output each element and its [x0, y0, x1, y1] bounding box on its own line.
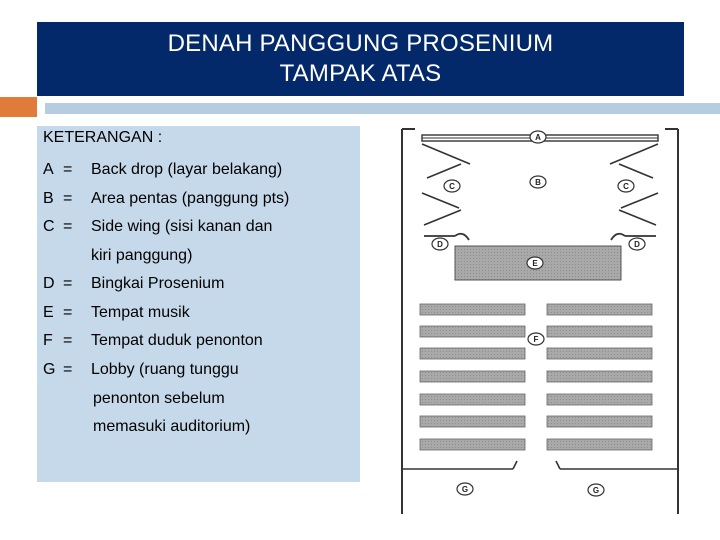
label-c-left: C: [449, 182, 455, 191]
seat-row: [547, 394, 652, 405]
label-b-marker: [530, 176, 546, 188]
label-e-marker: [527, 257, 543, 269]
legend-equals: =: [63, 218, 73, 235]
legend-panel: [37, 126, 360, 482]
legend-item-a: [43, 161, 282, 179]
seat-row: [547, 304, 652, 315]
legend-item-g: [43, 361, 239, 379]
legend-text: Tempat duduk penonton: [91, 332, 263, 349]
legend-key: B: [43, 190, 54, 207]
legend-key: F: [43, 332, 53, 349]
label-f-marker: [528, 333, 544, 345]
legend-item-f: [43, 332, 263, 350]
seat-row: [547, 326, 652, 337]
legend-item-e: [43, 304, 190, 322]
legend-item-c: [43, 218, 272, 236]
legend-key: A: [43, 161, 54, 178]
label-g-right-marker: [588, 484, 604, 496]
legend-text: Tempat musik: [91, 304, 190, 321]
title-line-1: DENAH PANGGUNG PROSENIUM: [167, 30, 554, 57]
seat-row: [420, 394, 525, 405]
label-d-left: D: [437, 240, 443, 249]
label-f: F: [533, 335, 539, 344]
legend-text: Area pentas (panggung pts): [91, 190, 290, 207]
legend-equals: =: [63, 332, 73, 349]
legend-key: D: [43, 275, 55, 292]
legend-equals: =: [63, 275, 73, 292]
label-a-marker: [530, 131, 546, 143]
legend-heading: KETERANGAN :: [43, 129, 163, 146]
legend-item-d: [43, 275, 224, 293]
label-g-left: G: [461, 485, 469, 494]
legend-equals: =: [63, 361, 73, 378]
legend-equals: =: [63, 161, 73, 178]
lobby-wall: [402, 461, 678, 469]
orange-accent-block: [0, 97, 37, 117]
legend-item-g-cont-1: penonton sebelum: [93, 390, 225, 407]
label-c-left-marker: [444, 180, 460, 192]
label-a: A: [535, 133, 541, 142]
legend-text: Back drop (layar belakang): [91, 161, 283, 178]
seat-row: [547, 348, 652, 359]
legend-item-b: [43, 190, 289, 208]
legend-key: C: [43, 218, 55, 235]
blue-divider-rule: [45, 103, 720, 114]
legend-text: Side wing (sisi kanan dan: [91, 218, 273, 235]
title-banner: [37, 22, 684, 96]
legend-text: Bingkai Prosenium: [91, 275, 225, 292]
label-e: E: [532, 259, 538, 268]
legend-key: E: [43, 304, 54, 321]
seating-right: [547, 304, 652, 450]
legend-equals: =: [63, 190, 73, 207]
seat-row: [420, 439, 525, 450]
seat-row: [420, 326, 525, 337]
seat-row: [420, 348, 525, 359]
label-d-right-marker: [629, 238, 645, 250]
seat-row: [547, 371, 652, 382]
stage-floor-plan: [395, 126, 685, 516]
legend-item-g-cont-2: memasuki auditorium): [93, 418, 251, 435]
label-c-right: C: [623, 182, 629, 191]
legend-equals: =: [63, 304, 73, 321]
legend-key: G: [43, 361, 56, 378]
seat-row: [547, 416, 652, 427]
label-c-right-marker: [618, 180, 634, 192]
title-line-2: TAMPAK ATAS: [279, 60, 442, 87]
legend-text: Lobby (ruang tunggu: [91, 361, 239, 378]
label-d-right: D: [634, 240, 640, 249]
label-d-left-marker: [432, 238, 448, 250]
seat-row: [420, 416, 525, 427]
legend-item-c-cont: kiri panggung): [91, 247, 193, 264]
seat-row: [420, 304, 525, 315]
label-g-left-marker: [457, 483, 473, 495]
seat-row: [420, 371, 525, 382]
seat-row: [547, 439, 652, 450]
label-b: B: [535, 178, 541, 187]
seating-left: [420, 304, 525, 450]
label-g-right: G: [592, 486, 600, 495]
proscenium-frame: [424, 234, 656, 240]
